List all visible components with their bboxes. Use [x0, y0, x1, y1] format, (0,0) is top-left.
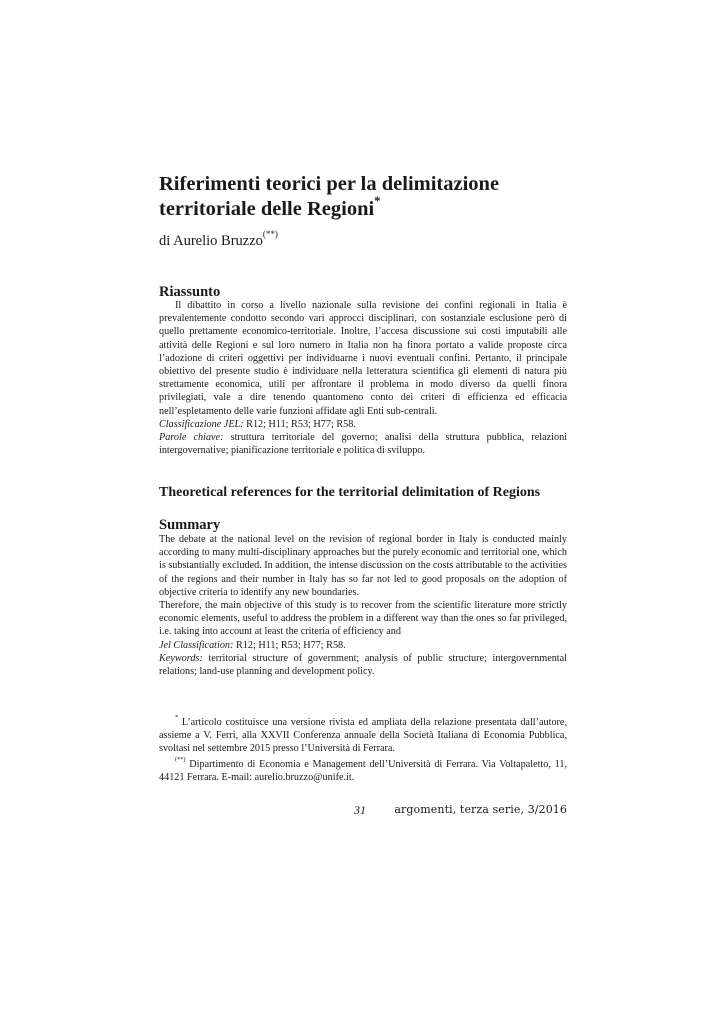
keywords-text-it: struttura territoriale del governo; analisi della struttura pubblica, relazioni intergovernative; pianificazione territoriale e politica di sviluppo. [159, 432, 568, 457]
page-footer [159, 803, 567, 819]
footnotes [159, 716, 567, 786]
keywords-en [159, 652, 567, 678]
page-number: 31 [354, 803, 366, 817]
jel-label-it: Classificazione JEL: [159, 418, 244, 430]
footnote-2-text: Dipartimento di Economia e Management dell’Università di Ferrara. Via Voltapaletto, 11, 44121 Ferrara. E-mail: aurelio.bruzzo@unife.it. [159, 758, 567, 783]
summary-body [159, 533, 567, 678]
footnote-1-mark: * [175, 714, 179, 722]
jel-classification-en [159, 639, 567, 652]
keywords-label-en: Keywords: [159, 652, 203, 664]
footnote-1-text: L’articolo costituisce una versione rivista ed ampliata della relazione presentata dall’autore, assieme a V. Ferri, alla XXVII Conferenza annuale della Società Italiana di Economia Pubblica, svoltasi nel settembre 2015 presso l’Università di Ferrara. [159, 717, 567, 755]
author-footnote-mark: (**) [262, 229, 278, 240]
summary-heading: Summary [159, 517, 221, 533]
summary-paragraph-1: The debate at the national level on the revision of regional border in Italy is conducted mainly according to many multi-disciplinary approaches but the purely economic and territorial one, which is substantially excluded. In addition, the intense discussion on the costs attributable to the activities of the regions and their number in Italy has so far not led to good proposals on the adoption of objective criteria to identify any new boundaries. [159, 534, 567, 598]
footnote-2 [159, 755, 567, 784]
jel-label-en: Jel Classification: [159, 639, 234, 651]
keywords-label-it: Parole chiave: [159, 432, 224, 444]
riassunto-heading: Riassunto [159, 284, 221, 300]
keywords-it [159, 431, 567, 457]
summary-paragraph-2: Therefore, the main objective of this study is to recover from the scientific literature more strictly economic elements, useful to address the problem in a different way than the ones so far privileged, i.e. taking into account at least the criteria of efficiency and [159, 600, 567, 638]
article-title-text: Riferimenti teorici per la delimitazione territoriale delle Regioni [159, 173, 500, 220]
journal-reference: argomenti, terza serie, 3/2016 [394, 803, 567, 816]
jel-classification-it [159, 418, 567, 431]
footnote-1 [159, 716, 567, 756]
english-title: Theoretical references for the territorial delimitation of Regions [159, 485, 541, 500]
author-line [159, 229, 278, 250]
author-name: di Aurelio Bruzzo [159, 233, 263, 249]
riassunto-body [159, 299, 567, 457]
riassunto-paragraph: Il dibattito in corso a livello nazionale sulla revisione dei confini regionali in Italia è prevalentemente condotto secondo vari approcci disciplinari, con sostanziale esclusione però di quello prettamente economico-territoriale. Inoltre, l’accesa discussione sui costi imputabili alle attività delle Regioni e sul loro numero in Italia non ha finora portato a valide proposte circa l’adozione di criteri oggettivi per individuarne i nuovi eventuali confini. Pertanto, il principale obiettivo del presente studio è individuare nella letteratura scientifica gli elementi di natura più strettamente economica, utili per affrontare il problema in modo diverso da quelli finora privilegiati, vale a dire tenendo quantomeno conto dei criteri di efficienza ed efficacia nell’espletamento delle varie funzioni affidate agli Enti sub-centrali. [159, 300, 567, 417]
footnote-2-mark: (**) [175, 755, 186, 763]
article-title [159, 172, 567, 222]
jel-codes-en: R12; H11; R53; H77; R58. [233, 639, 346, 651]
jel-codes-it: R12; H11; R53; H77; R58. [243, 418, 356, 430]
keywords-text-en: territorial structure of government; analysis of public structure; intergovernmental relations; land-use planning and development policy. [159, 652, 567, 678]
title-footnote-mark: * [374, 193, 381, 208]
